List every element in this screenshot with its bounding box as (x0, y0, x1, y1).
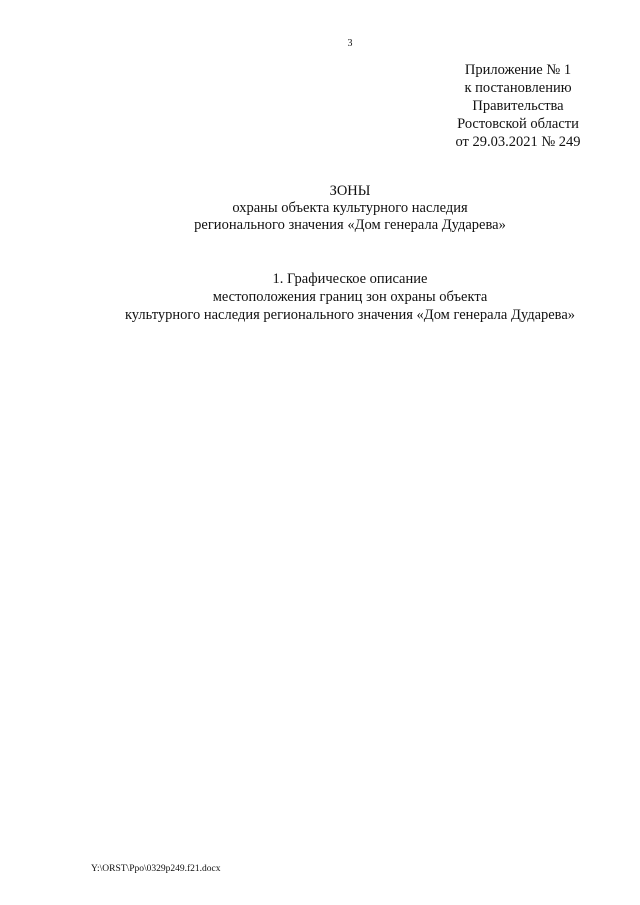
title-line-protection: охраны объекта культурного наследия (232, 200, 468, 216)
title-line-zones: ЗОНЫ (329, 183, 371, 199)
appendix-line-resolution: к постановлению (464, 80, 572, 96)
footer-file-path: Y:\ORST\Ppo\0329p249.f21.docx (91, 864, 221, 874)
title-line-object-name: регионального значения «Дом генерала Дударева» (194, 217, 506, 233)
section-line-2: местоположения границ зон охраны объекта (212, 289, 488, 305)
page-number: 3 (347, 38, 353, 49)
appendix-line-date: от 29.03.2021 № 249 (455, 134, 581, 150)
appendix-line-government: Правительства (472, 98, 564, 114)
appendix-line-number: Приложение № 1 (464, 62, 572, 78)
section-line-1: 1. Графическое описание (272, 271, 428, 287)
appendix-line-region: Ростовской области (457, 116, 579, 132)
document-title (0, 183, 640, 234)
appendix-header (438, 61, 598, 151)
section-line-3: культурного наследия регионального значения «Дом генерала Дударева» (124, 307, 576, 323)
section-heading (0, 270, 640, 324)
